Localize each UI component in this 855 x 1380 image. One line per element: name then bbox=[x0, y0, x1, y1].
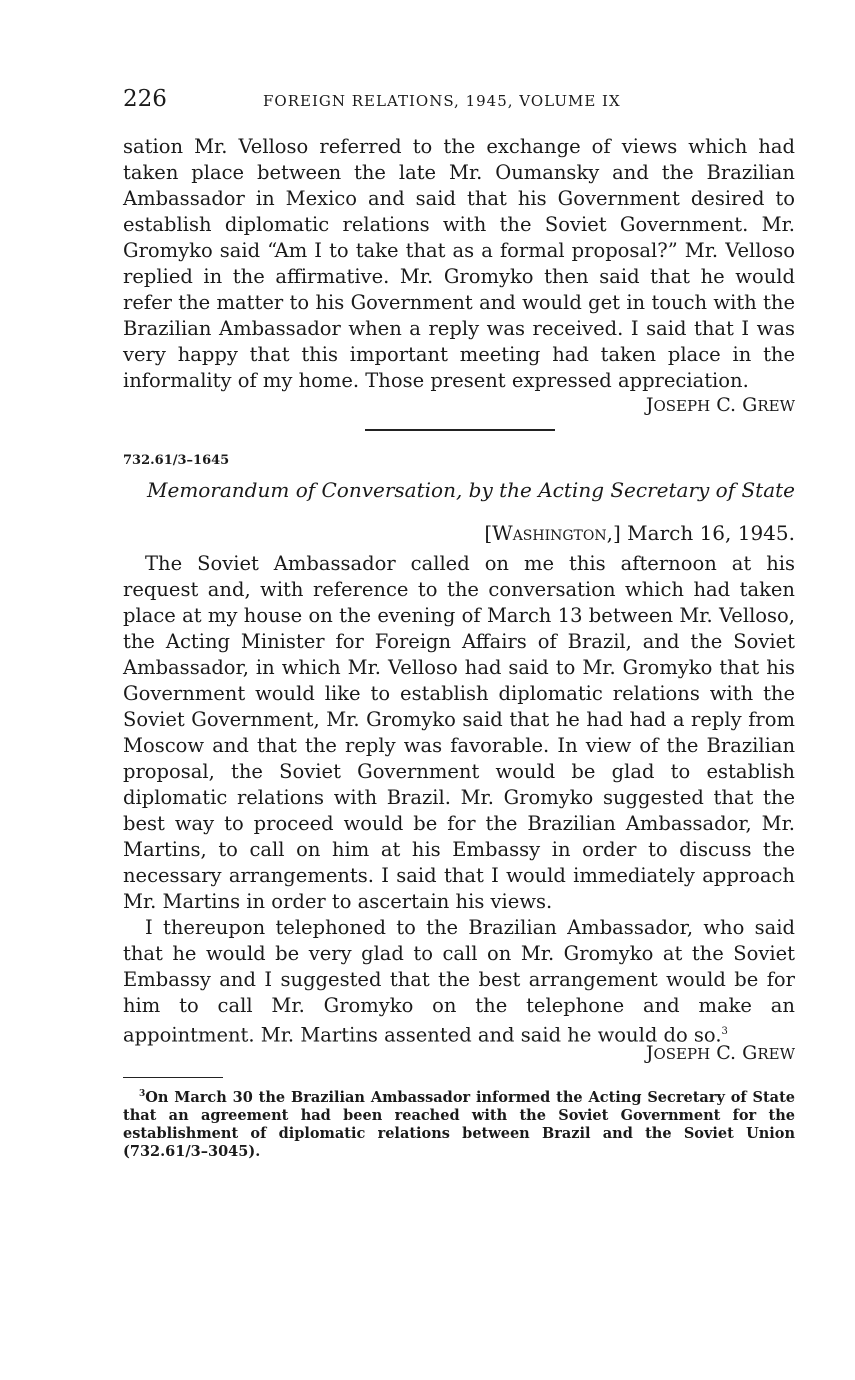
signature-grew-2: JOSEPH C. GREW bbox=[645, 1042, 795, 1064]
page-number: 226 bbox=[123, 86, 167, 112]
document-id: 732.61/3–1645 bbox=[123, 453, 230, 468]
signature-grew-1: JOSEPH C. GREW bbox=[645, 394, 795, 416]
footnote-divider bbox=[123, 1077, 223, 1078]
memo-paragraph-2: I thereupon telephoned to the Brazilian Ambassador, who said that he would be very glad to call on Mr. Gromyko at the Soviet Embassy and I suggested that the best arrangement would be for him to call Mr. Gromyko on the telephone and make an appointment. Mr. Martins assented and said he would do so.$^3$ bbox=[123, 916, 795, 1047]
dateline: [WASHINGTON,] March 16, 1945. bbox=[484, 521, 795, 545]
footnote-marker: 3 bbox=[139, 1089, 146, 1099]
footnote-text: On March 30 the Brazilian Ambassador informed the Acting Secretary of State that an agreement had been reached with the Soviet Government for the establishment of diplomatic relations between Brazil and the Soviet Union (732.61/3–3045). bbox=[123, 1088, 795, 1160]
memorandum-body bbox=[123, 551, 795, 1049]
document-title: Memorandum of Conversation, by the Acting Secretary of State bbox=[147, 478, 796, 502]
running-head: FOREIGN RELATIONS, 1945, VOLUME IX bbox=[263, 92, 621, 110]
footnote bbox=[123, 1085, 795, 1161]
memo-paragraph-1: The Soviet Ambassador called on me this afternoon at his request and, with reference to the conversation which had taken place at my house on the evening of March 13 between Mr. Velloso, the Acting Minister for Foreign Affairs of Brazil, and the Soviet Ambassador, in which Mr. Velloso had said to Mr. Gromyko that his Government would like to establish diplomatic relations with the Soviet Government, Mr. Gromyko said that he had had a reply from Moscow and that the reply was favorable. In view of the Brazilian proposal, the Soviet Government would be glad to establish diplomatic relations with Brazil. Mr. Gromyko suggested that the best way to proceed would be for the Brazilian Ambassador, Mr. Martins, to call on him at his Embassy in order to discuss the necessary arrangements. I said that I would immediately approach Mr. Martins in order to ascertain his views. bbox=[123, 552, 795, 913]
footnote-reference[interactable]: 3 bbox=[721, 1026, 728, 1037]
continuation-text bbox=[123, 134, 795, 394]
continuation-paragraph: sation Mr. Velloso referred to the exchange of views which had taken place between the late Mr. Oumansky and the Brazilian Ambassador in Mexico and said that his Government desired to establish diplomatic relations with the Soviet Government. Mr. Gromyko said “Am I to take that as a formal proposal?” Mr. Velloso replied in the affirmative. Mr. Gromyko then said that he would refer the matter to his Government and would get in touch with the Brazilian Ambassador when a reply was received. I said that I was very happy that this important meeting had taken place in the informality of my home. Those present expressed appreciation. bbox=[123, 135, 795, 392]
section-divider bbox=[365, 429, 555, 431]
page-header bbox=[123, 86, 795, 116]
